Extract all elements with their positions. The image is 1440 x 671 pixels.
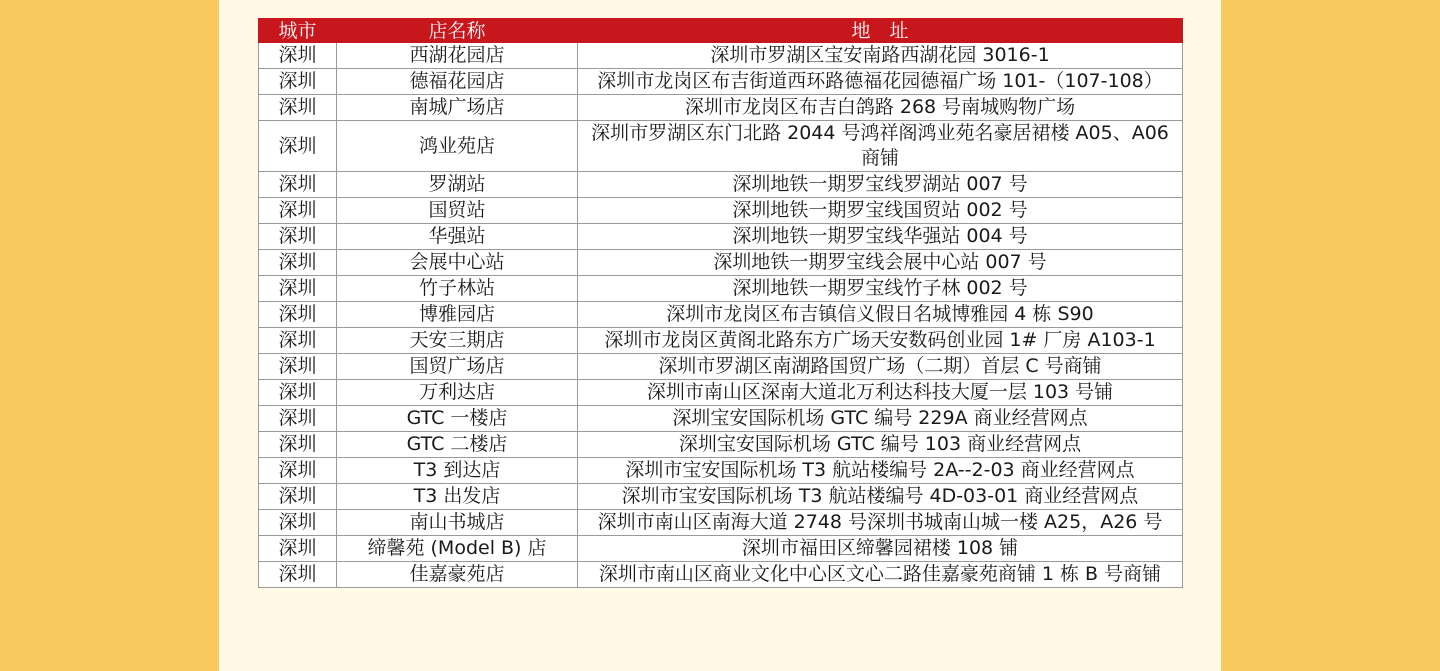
cell-store-name: 竹子林站: [337, 276, 578, 302]
table-row: [259, 95, 1183, 121]
table-row: [259, 536, 1183, 562]
table-row: [259, 380, 1183, 406]
table-row: [259, 69, 1183, 95]
cell-city: 深圳: [259, 121, 337, 172]
store-table: [258, 18, 1183, 588]
cell-store-name: T3 到达店: [337, 458, 578, 484]
cell-store-name: 国贸广场店: [337, 354, 578, 380]
cell-store-name: 鸿业苑店: [337, 121, 578, 172]
cell-city: 深圳: [259, 328, 337, 354]
cell-city: 深圳: [259, 510, 337, 536]
cell-address: 深圳市南山区南海大道 2748 号深圳书城南山城一楼 A25，A26 号: [578, 510, 1183, 536]
cell-store-name: 博雅园店: [337, 302, 578, 328]
cell-address: 深圳市福田区缔馨园裙楼 108 铺: [578, 536, 1183, 562]
table-row: [259, 224, 1183, 250]
table-row: [259, 198, 1183, 224]
cell-store-name: T3 出发店: [337, 484, 578, 510]
cell-city: 深圳: [259, 276, 337, 302]
table-row: [259, 121, 1183, 172]
table-row: [259, 328, 1183, 354]
cell-city: 深圳: [259, 354, 337, 380]
cell-store-name: 南城广场店: [337, 95, 578, 121]
cell-address: 深圳地铁一期罗宝线罗湖站 007 号: [578, 172, 1183, 198]
table-row: [259, 302, 1183, 328]
header-store-name: 店名称: [337, 19, 578, 43]
cell-address: 深圳宝安国际机场 GTC 编号 229A 商业经营网点: [578, 406, 1183, 432]
cell-address: 深圳市南山区深南大道北万利达科技大厦一层 103 号铺: [578, 380, 1183, 406]
table-row: [259, 354, 1183, 380]
table-row: [259, 562, 1183, 588]
cell-address: 深圳地铁一期罗宝线华强站 004 号: [578, 224, 1183, 250]
table-row: [259, 43, 1183, 69]
header-city: 城市: [259, 19, 337, 43]
header-address: 地 址: [578, 19, 1183, 43]
cell-address: 深圳市南山区商业文化中心区文心二路佳嘉豪苑商铺 1 栋 B 号商铺: [578, 562, 1183, 588]
cell-city: 深圳: [259, 432, 337, 458]
cell-address: 深圳地铁一期罗宝线国贸站 002 号: [578, 198, 1183, 224]
cell-city: 深圳: [259, 172, 337, 198]
table-row: [259, 250, 1183, 276]
cell-address: 深圳地铁一期罗宝线会展中心站 007 号: [578, 250, 1183, 276]
cell-store-name: 会展中心站: [337, 250, 578, 276]
cell-store-name: 德福花园店: [337, 69, 578, 95]
cell-city: 深圳: [259, 380, 337, 406]
cell-city: 深圳: [259, 458, 337, 484]
cell-address: 深圳市龙岗区布吉镇信义假日名城博雅园 4 栋 S90: [578, 302, 1183, 328]
cell-city: 深圳: [259, 562, 337, 588]
cell-store-name: 西湖花园店: [337, 43, 578, 69]
table-row: [259, 458, 1183, 484]
table-body: [259, 43, 1183, 588]
cell-city: 深圳: [259, 198, 337, 224]
cell-address: 深圳地铁一期罗宝线竹子林 002 号: [578, 276, 1183, 302]
table-row: [259, 172, 1183, 198]
cell-address: 深圳宝安国际机场 GTC 编号 103 商业经营网点: [578, 432, 1183, 458]
cell-store-name: 国贸站: [337, 198, 578, 224]
cell-store-name: GTC 一楼店: [337, 406, 578, 432]
cell-address: 深圳市宝安国际机场 T3 航站楼编号 2A--2-03 商业经营网点: [578, 458, 1183, 484]
table-row: [259, 484, 1183, 510]
cell-store-name: 华强站: [337, 224, 578, 250]
table-row: [259, 276, 1183, 302]
cell-city: 深圳: [259, 95, 337, 121]
table-row: [259, 432, 1183, 458]
cell-store-name: GTC 二楼店: [337, 432, 578, 458]
cell-city: 深圳: [259, 224, 337, 250]
cell-address: 深圳市罗湖区宝安南路西湖花园 3016-1: [578, 43, 1183, 69]
cell-city: 深圳: [259, 406, 337, 432]
cell-city: 深圳: [259, 536, 337, 562]
table-row: [259, 510, 1183, 536]
cell-address: 深圳市宝安国际机场 T3 航站楼编号 4D-03-01 商业经营网点: [578, 484, 1183, 510]
cell-city: 深圳: [259, 69, 337, 95]
cell-store-name: 万利达店: [337, 380, 578, 406]
cell-store-name: 罗湖站: [337, 172, 578, 198]
cell-address: 深圳市龙岗区黄阁北路东方广场天安数码创业园 1# 厂房 A103-1: [578, 328, 1183, 354]
table-row: [259, 406, 1183, 432]
cell-city: 深圳: [259, 43, 337, 69]
cell-store-name: 缔馨苑 (Model B) 店: [337, 536, 578, 562]
cell-address: 深圳市罗湖区东门北路 2044 号鸿祥阁鸿业苑名豪居裙楼 A05、A06 商铺: [578, 121, 1183, 172]
cell-city: 深圳: [259, 484, 337, 510]
cell-city: 深圳: [259, 250, 337, 276]
cell-address: 深圳市龙岗区布吉街道西环路德福花园德福广场 101-（107-108）: [578, 69, 1183, 95]
cell-store-name: 南山书城店: [337, 510, 578, 536]
cell-address: 深圳市罗湖区南湖路国贸广场（二期）首层 C 号商铺: [578, 354, 1183, 380]
cell-city: 深圳: [259, 302, 337, 328]
cell-store-name: 佳嘉豪苑店: [337, 562, 578, 588]
cell-store-name: 天安三期店: [337, 328, 578, 354]
table-header-row: [259, 19, 1183, 43]
cell-address: 深圳市龙岗区布吉白鸽路 268 号南城购物广场: [578, 95, 1183, 121]
